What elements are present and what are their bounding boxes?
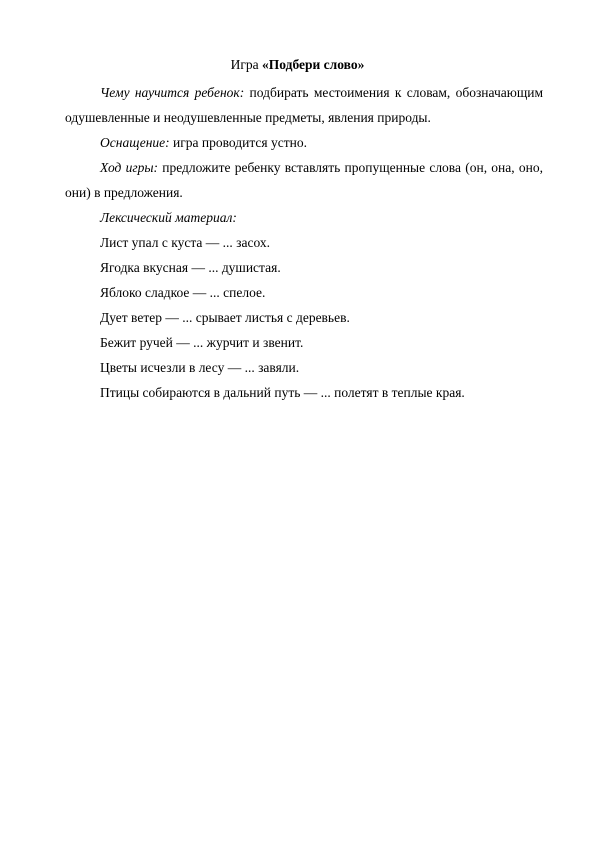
goal-paragraph [65, 80, 543, 130]
list-item: Ягодка вкусная — ... душистая. [100, 260, 281, 275]
procedure-paragraph [65, 155, 543, 205]
list-item: Дует ветер — ... срывает листья с деревьев. [100, 310, 350, 325]
list-item: Лист упал с куста — ... засох. [100, 235, 270, 250]
equipment-label: Оснащение: [100, 135, 170, 150]
sentence-list [65, 230, 543, 405]
equipment-paragraph [65, 130, 543, 155]
list-item: Бежит ручей — ... журчит и звенит. [100, 335, 304, 350]
procedure-label: Ход игры: [100, 160, 159, 175]
goal-label: Чему научится ребенок: [100, 85, 245, 100]
list-item: Яблоко сладкое — ... спелое. [100, 285, 266, 300]
material-paragraph [65, 205, 543, 230]
document-body [65, 80, 543, 405]
material-label: Лексический материал: [100, 210, 237, 225]
title-prefix: Игра [230, 57, 259, 72]
list-item: Цветы исчезли в лесу — ... завяли. [100, 360, 300, 375]
procedure-text: предложите ребенку вставлять пропущенные слова (он, она, оно, они) в предложения. [65, 160, 543, 200]
page-title [0, 56, 595, 74]
game-name: «Подбери слово» [262, 57, 365, 72]
goal-text: подбирать местоимения к словам, обозначающим одушевленные и неодушевленные предметы, явления природы. [65, 85, 544, 125]
list-item: Птицы собираются в дальний путь — ... полетят в теплые края. [100, 385, 465, 400]
equipment-text: игра проводится устно. [173, 135, 308, 150]
